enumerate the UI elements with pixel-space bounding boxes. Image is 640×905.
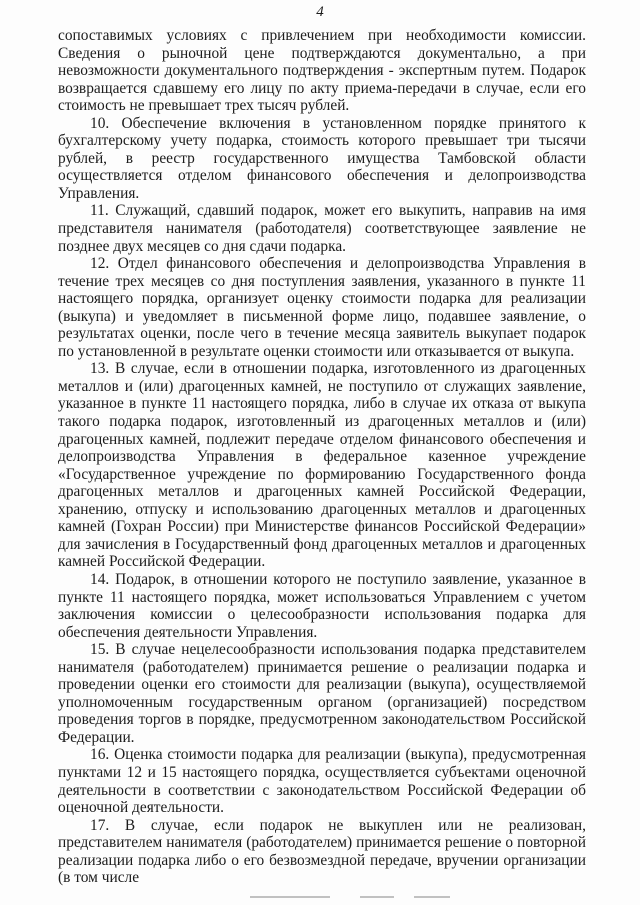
page-number: 4 <box>316 4 324 20</box>
document-body <box>58 27 586 887</box>
paragraph-13: 13. В случае, если в отношении подарка, изготовленного из драгоценных металлов и (или) драгоценных камней, не поступило от служащих заявление, указанное в пункте 11 настоящего порядка, либо в случае их отказа от выкупа такого подарка подарок, изготовленный из драгоценных металлов и (или) драгоценных камней, подлежит передаче отделом финансового обеспечения и делопроизводства Управления в федеральное казенное учреждение «Государственное учреждение по формированию Государственного фонда драгоценных металлов и драгоценных камней Российской Федерации, хранению, отпуску и использованию драгоценных металлов и драгоценных камней (Гохран России) при Министерстве финансов Российской Федерации» для зачисления в Государственный фонд драгоценных металлов и драгоценных камней Российской Федерации. <box>58 360 586 571</box>
paragraph-10: 10. Обеспечение включения в установленном порядке принятого к бухгалтерскому учету подарка, стоимость которого превышает три тысячи рублей, в реестр государственного имущества Тамбовской области осуществляется отделом финансового обеспечения и делопроизводства Управления. <box>58 114 586 202</box>
scan-artifact-divider <box>250 896 450 898</box>
paragraph-16: 16. Оценка стоимости подарка для реализации (выкупа), предусмотренная пунктами 12 и 15 настоящего порядка, осуществляется субъектами оценочной деятельности в соответствии с законодательством Российской Федерации об оценочной деятельности. <box>58 746 586 817</box>
paragraph-17: 17. В случае, если подарок не выкуплен или не реализован, представителем нанимателя (работодателем) принимается решение о повторной реализации подарка либо о его безвозмездной передаче, вручении организации (в том числе <box>58 816 586 887</box>
paragraph-15: 15. В случае нецелесообразности использования подарка представителем нанимателя (работодателем) принимается решение о реализации подарка и проведении оценки его стоимости для реализации (выкупа), осуществляемой уполномоченным государственным органом (организацией) посредством проведения торгов в порядке, предусмотренном законодательством Российской Федерации. <box>58 641 586 746</box>
paragraph-14: 14. Подарок, в отношении которого не поступило заявление, указанное в пункте 11 настоящего порядка, может использоваться Управлением с учетом заключения комиссии о целесообразности использования подарка для обеспечения деятельности Управления. <box>58 570 586 641</box>
paragraph-12: 12. Отдел финансового обеспечения и делопроизводства Управления в течение трех месяцев со дня поступления заявления, указанного в пункте 11 настоящего порядка, организует оценку стоимости подарка для реализации (выкупа) и уведомляет в письменной форме лицо, подавшее заявление, о результатах оценки, после чего в течение месяца заявитель выкупает подарок по установленной в результате оценки стоимости или отказывается от выкупа. <box>58 255 586 360</box>
paragraph-9-continuation: сопоставимых условиях с привлечением при необходимости комиссии. Сведения о рыночной цене подтверждаются документально, а при невозможности документального подтверждения - экспертным путем. Подарок возвращается сдавшему его лицу по акту приема-передачи в случае, если его стоимость не превышает трех тысяч рублей. <box>58 27 586 115</box>
paragraph-11: 11. Служащий, сдавший подарок, может его выкупить, направив на имя представителя нанимателя (работодателя) соответствующее заявление не позднее двух месяцев со дня сдачи подарка. <box>58 202 586 255</box>
